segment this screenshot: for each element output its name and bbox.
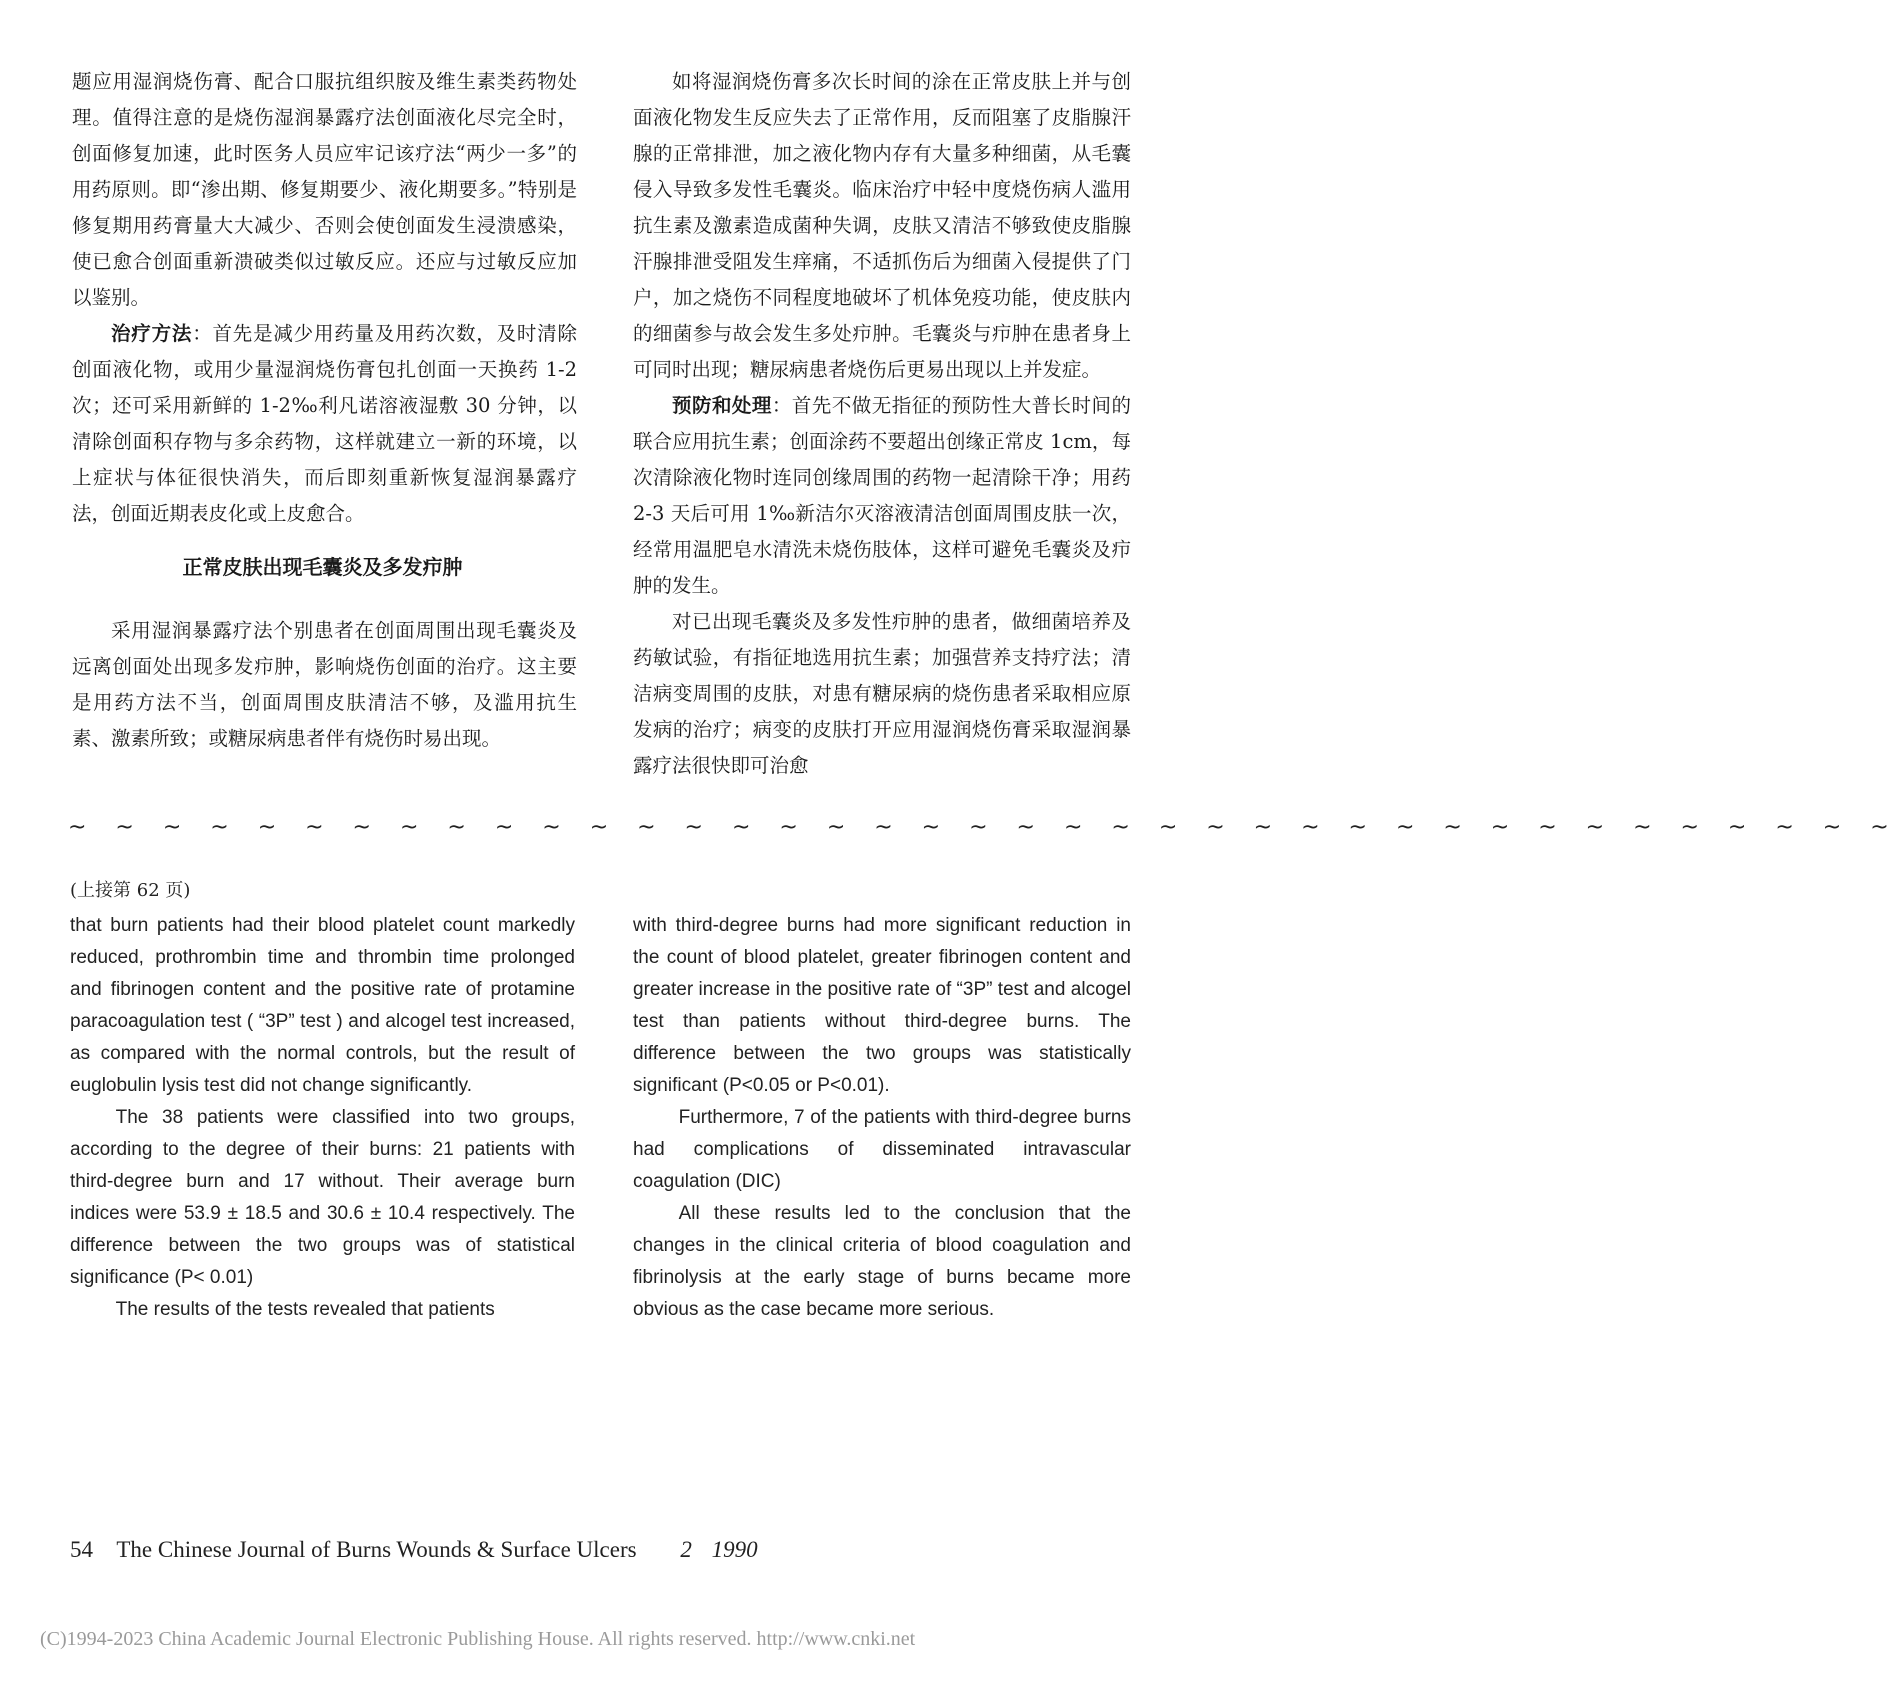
paragraph: Furthermore, 7 of the patients with third-degree burns had complications of disseminated intravascular coagulation (DIC): [633, 1107, 1131, 1192]
paragraph: with third-degree burns had more significant reduction in the count of blood platelet, greater fibrinogen content and greater increase in the positive rate of “3P” test and alcogel test than patients without third-degree burns. The difference between the two groups was statistically significant (P<0.05 or P<0.01).: [633, 915, 1131, 1096]
paragraph: that burn patients had their blood platelet count markedly reduced, prothrombin time and thrombin time prolonged and fibrinogen content and the positive rate of protamine paracoagulation test ( “3P” test ) and alcogel test increased, as compared with the normal controls, but the result of euglobulin lysis test did not change significantly.: [70, 915, 575, 1096]
right-column: [633, 64, 1131, 784]
paragraph-lead: 预防和处理: [672, 394, 772, 417]
paragraph: [72, 64, 577, 316]
paragraph: [72, 316, 577, 532]
english-right-column: [633, 910, 1131, 1326]
left-column-top: [72, 64, 577, 532]
english-left-column: [70, 910, 575, 1326]
copyright-notice: (C)1994-2023 China Academic Journal Electronic Publishing House. All rights reserved. http://www.cnki.net: [40, 1628, 916, 1650]
paragraph-text: 题应用湿润烧伤膏、配合口服抗组织胺及维生素类药物处理。值得注意的是烧伤湿润暴露疗法创面液化尽完全时，创面修复加速，此时医务人员应牢记该疗法“两少一多”的用药原则。即“渗出期、修复期要少、液化期要多。”特别是修复期用药膏量大大减少、否则会使创面发生浸溃感染，使已愈合创面重新溃破类似过敏反应。还应与过敏反应加以鉴别。: [72, 70, 577, 309]
issue-number: 2: [680, 1537, 692, 1562]
paragraph: [633, 388, 1131, 604]
page-number: 54: [70, 1537, 93, 1562]
paragraph-text: ：首先是减少用药量及用药次数，及时清除创面液化物，或用少量湿润烧伤膏包扎创面一天换药 1-2 次；还可采用新鲜的 1-2‰利凡诺溶液湿敷 30 分钟，以清除创面积存物与多余药物，这样就建立一新的环境，以上症状与体征很快消失，而后即刻重新恢复湿润暴露疗法，创面近期表皮化或上皮愈合。: [72, 322, 577, 525]
continuation-note: (上接第 62 页): [70, 880, 191, 901]
paragraph-text: 对已出现毛囊炎及多发性疖肿的患者，做细菌培养及药敏试验，有指征地选用抗生素；加强营养支持疗法；清洁病变周围的皮肤，对患有糖尿病的烧伤患者采取相应原发病的治疗；病变的皮肤打开应用湿润烧伤膏采取湿润暴露疗法很快即可治愈: [633, 610, 1131, 777]
paragraph: [72, 613, 577, 757]
paragraph-text: 采用湿润暴露疗法个别患者在创面周围出现毛囊炎及远离创面处出现多发疖肿，影响烧伤创面的治疗。这主要是用药方法不当，创面周围皮肤清洁不够，及滥用抗生素、激素所致；或糖尿病患者伴有烧伤时易出现。: [72, 619, 577, 750]
publication-year: 1990: [711, 1537, 758, 1562]
paragraph: [633, 64, 1131, 388]
page-footer: [70, 1537, 758, 1563]
paragraph-lead: 治疗方法: [111, 322, 193, 345]
journal-name: The Chinese Journal of Burns Wounds & Surface Ulcers: [116, 1537, 637, 1562]
paragraph-text: 如将湿润烧伤膏多次长时间的涂在正常皮肤上并与创面液化物发生反应失去了正常作用，反而阻塞了皮脂腺汗腺的正常排泄，加之液化物内存有大量多种细菌，从毛囊侵入导致多发性毛囊炎。临床治疗中轻中度烧伤病人滥用抗生素及激素造成菌种失调，皮肤又清洁不够致使皮脂腺汗腺排泄受阻发生痒痛，不适抓伤后为细菌入侵提供了门户，加之烧伤不同程度地破坏了机体免疫功能，使皮肤内的细菌参与故会发生多处疖肿。毛囊炎与疖肿在患者身上可同时出现；糖尿病患者烧伤后更易出现以上并发症。: [633, 70, 1131, 381]
paragraph-text: ：首先不做无指征的预防性大普长时间的联合应用抗生素；创面涂药不要超出创缘正常皮 1cm，每次清除液化物时连同创缘周围的药物一起清除干净；用药 2-3 天后可用 1‰新洁尔灭溶液清洁创面周围皮肤一次，经常用温肥皂水清洗未烧伤肢体，这样可避免毛囊炎及疖肿的发生。: [633, 394, 1131, 597]
paragraph: The results of the tests revealed that patients: [115, 1299, 495, 1320]
paragraph: All these results led to the conclusion that the changes in the clinical criteria of blood coagulation and fibrinolysis at the early stage of burns became more obvious as the case became more serious.: [633, 1203, 1131, 1320]
section-divider: ~ ~ ~ ~ ~ ~ ~ ~ ~ ~ ~ ~ ~ ~ ~ ~ ~ ~ ~ ~ ~ ~ ~ ~ ~ ~ ~ ~ ~ ~ ~ ~ ~ ~ ~ ~ ~ ~ ~: [68, 815, 1900, 840]
paragraph: The 38 patients were classified into two groups, according to the degree of their burns: 21 patients with third-degree burn and 17 without. Their average burn indices were 53.9 ± 18.5 and 30.6 ± 10.4 respectively. The difference between the two groups was of statistical significance (P< 0.01): [70, 1107, 575, 1288]
paragraph: [633, 604, 1131, 784]
section-heading: 正常皮肤出现毛囊炎及多发疖肿: [182, 555, 463, 579]
left-column-bottom: [72, 613, 577, 757]
